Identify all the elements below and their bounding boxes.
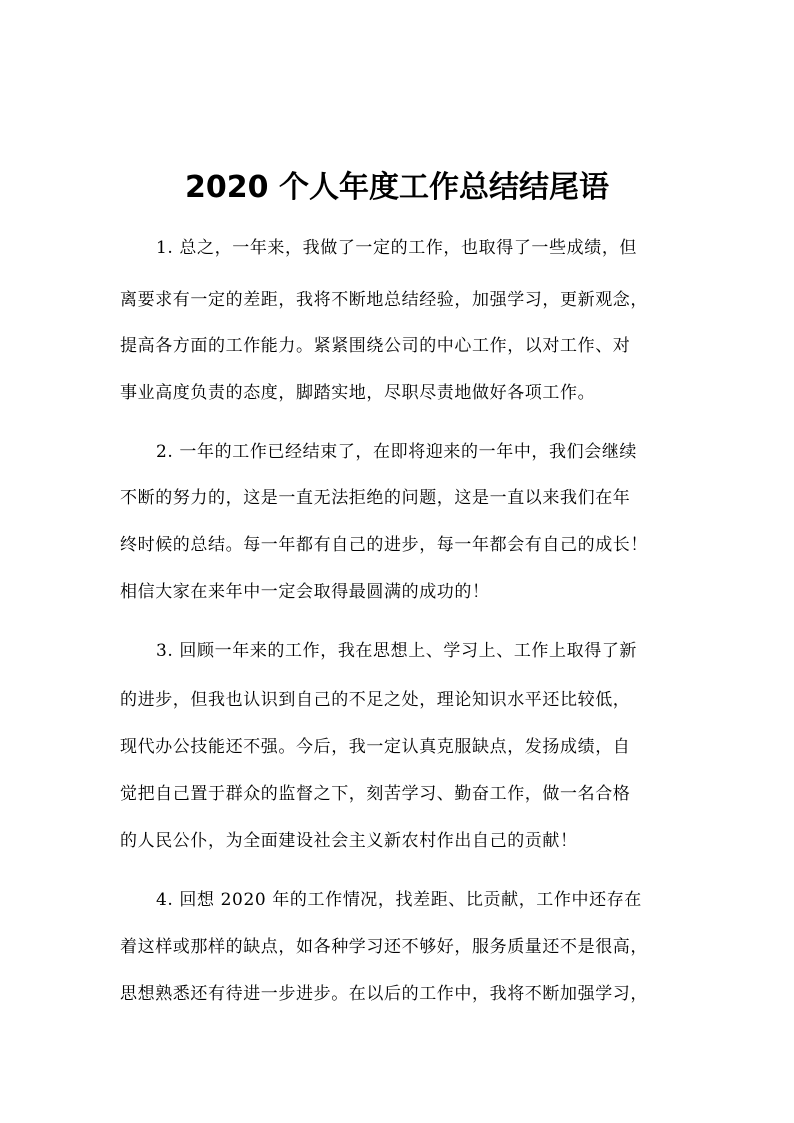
- paragraph-3-line-1: 3. 回顾一年来的工作，我在思想上、学习上、工作上取得了新: [156, 641, 638, 661]
- paragraph-3-line-2: 的进步，但我也认识到自己的不足之处，理论知识水平还比较低，: [120, 690, 631, 710]
- paragraph-2-line-1: 2. 一年的工作已经结束了，在即将迎来的一年中，我们会继续: [156, 442, 638, 462]
- paragraph-4-line-3: 思想熟悉还有待进一步进步。在以后的工作中，我将不断加强学习，: [120, 984, 648, 1004]
- paragraph-4-line-1: 4. 回想 2020 年的工作情况，找差距、比贡献，工作中还存在: [156, 890, 642, 910]
- paragraph-2-line-2: 不断的努力的，这是一直无法拒绝的问题，这是一直以来我们在年: [120, 488, 631, 508]
- paragraph-2-line-3: 终时候的总结。每一年都有自己的进步，每一年都会有自己的成长！: [120, 535, 648, 555]
- paragraph-4-line-2: 着这样或那样的缺点，如各种学习还不够好，服务质量还不是很高，: [120, 937, 648, 957]
- paragraph-3-line-4: 觉把自己置于群众的监督之下，刻苦学习、勤奋工作，做一名合格: [120, 784, 631, 804]
- paragraph-1-line-4: 事业高度负责的态度，脚踏实地，尽职尽责地做好各项工作。: [120, 383, 596, 403]
- paragraph-1-line-3: 提高各方面的工作能力。紧紧围绕公司的中心工作，以对工作、对: [120, 336, 631, 356]
- paragraph-2-line-4: 相信大家在来年中一定会取得最圆满的成功的！: [120, 582, 490, 602]
- paragraph-3-line-5: 的人民公仆，为全面建设社会主义新农村作出自己的贡献！: [120, 831, 578, 851]
- paragraph-1-line-2: 离要求有一定的差距，我将不断地总结经验，加强学习，更新观念，: [120, 290, 648, 310]
- paragraph-1-line-1: 1. 总之，一年来，我做了一定的工作，也取得了一些成绩，但: [156, 238, 638, 258]
- page-title: 2020 个人年度工作总结结尾语: [185, 170, 609, 205]
- paragraph-3-line-3: 现代办公技能还不强。今后，我一定认真克服缺点，发扬成绩，自: [120, 737, 631, 757]
